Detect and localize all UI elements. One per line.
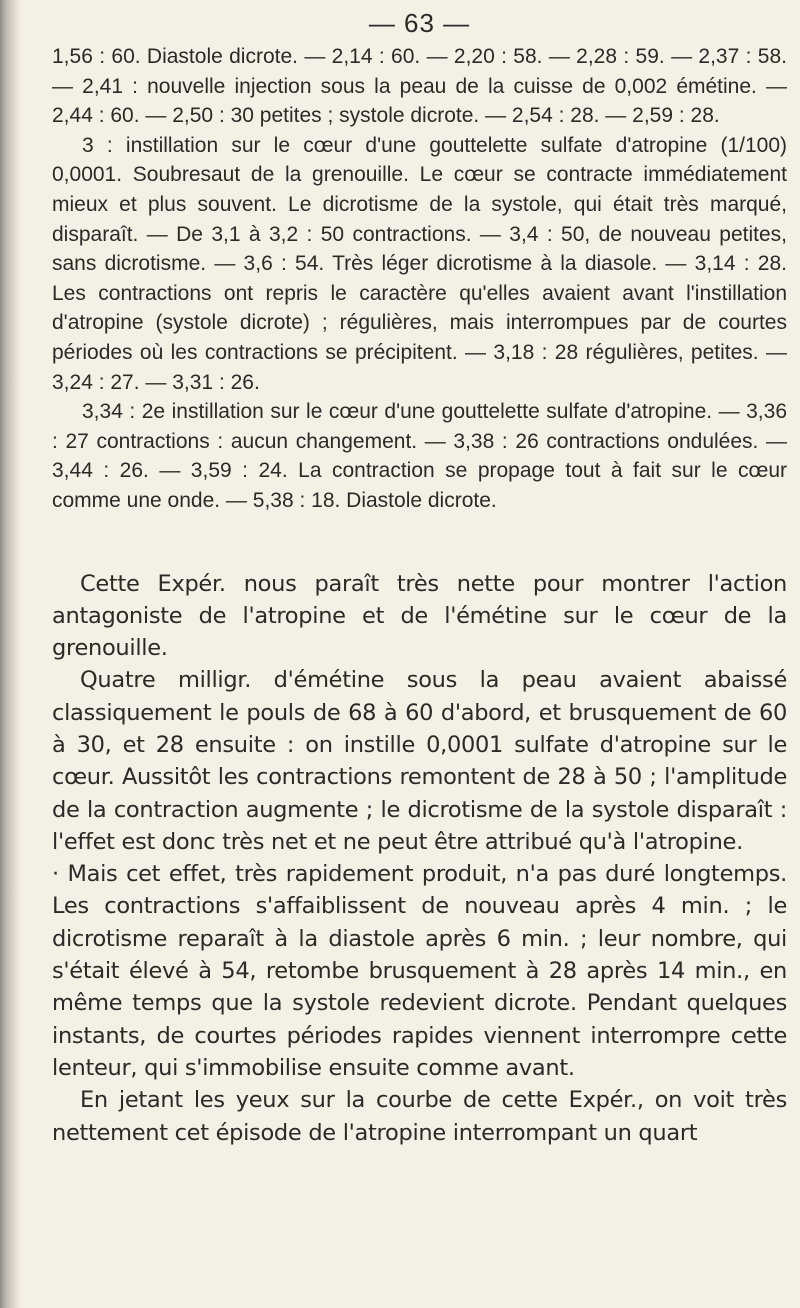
experiment-protocol — [52, 42, 787, 516]
experiment-commentary — [52, 568, 787, 1149]
page-number: — 63 — — [368, 8, 471, 38]
commentary-paragraph-4: En jetant les yeux sur la courbe de cette Expér., on voit très nettement cet épisode de l'atropine interrompant un quart — [52, 1087, 787, 1146]
commentary-paragraph-2: Quatre milligr. d'émétine sous la peau avaient abaissé classiquement le pouls de 68 à 60 d'abord, et brusquement de 60 à 30, et 28 ensuite : on instille 0,0001 sulfate d'atropine sur le cœur. Aussitôt les contractions remontent de 28 à 50 ; l'amplitude de la contraction augmente ; le dicrotisme de la systole disparaît : l'effet est donc très net et ne peut être attribué qu'à l'atropine. — [52, 667, 787, 855]
protocol-paragraph-2: 3 : instillation sur le cœur d'une gouttelette sulfate d'atropine (1/100) 0,0001. Soubresaut de la grenouille. Le cœur se contracte immédiatement mieux et plus souvent. Le dicrotisme de la systole, qui était très marqué, disparaît. — De 3,1 à 3,2 : 50 contractions. — 3,4 : 50, de nouveau petites, sans dicrotisme. — 3,6 : 54. Très léger dicrotisme à la diasole. — 3,14 : 28. Les contractions ont repris le caractère qu'elles avaient avant l'instillation d'atropine (systole dicrote) ; régulières, mais interrompues par de courtes périodes où les contractions se précipitent. — 3,18 : 28 régulières, petites. — 3,24 : 27. — 3,31 : 26. — [52, 133, 787, 394]
protocol-paragraph-3: 3,34 : 2e instillation sur le cœur d'une gouttelette sulfate d'atropine. — 3,36 : 27 contractions : aucun changement. — 3,38 : 26 contractions ondulées. — 3,44 : 26. — 3,59 : 24. La contraction se propage tout à fait sur le cœur comme une onde. — 5,38 : 18. Diastole dicrote. — [52, 400, 787, 512]
commentary-paragraph-3: · Mais cet effet, très rapidement produit, n'a pas duré longtemps. Les contractions s'affaiblissent de nouveau après 4 min. ; le dicrotisme reparaît à la diastole après 6 min. ; leur nombre, qui s'était élevé à 54, retombe brusquement à 28 après 14 min., en même temps que la systole redevient dicrote. Pendant quelques instants, de courtes périodes rapides viennent interrompre cette lenteur, qui s'immobilise ensuite comme avant. — [52, 861, 787, 1081]
book-binding-shadow — [0, 0, 22, 1308]
document-page — [52, 0, 787, 1149]
commentary-paragraph-1: Cette Expér. nous paraît très nette pour montrer l'action antagoniste de l'atropine et de l'émétine sur le cœur de la grenouille. — [52, 570, 787, 662]
protocol-paragraph-1: 1,56 : 60. Diastole dicrote. — 2,14 : 60. — 2,20 : 58. — 2,28 : 59. — 2,37 : 58. — 2,41 : nouvelle injection sous la peau de la cuisse de 0,002 émétine. — 2,44 : 60. — 2,50 : 30 petites ; systole dicrote. — 2,54 : 28. — 2,59 : 28. — [52, 45, 787, 128]
